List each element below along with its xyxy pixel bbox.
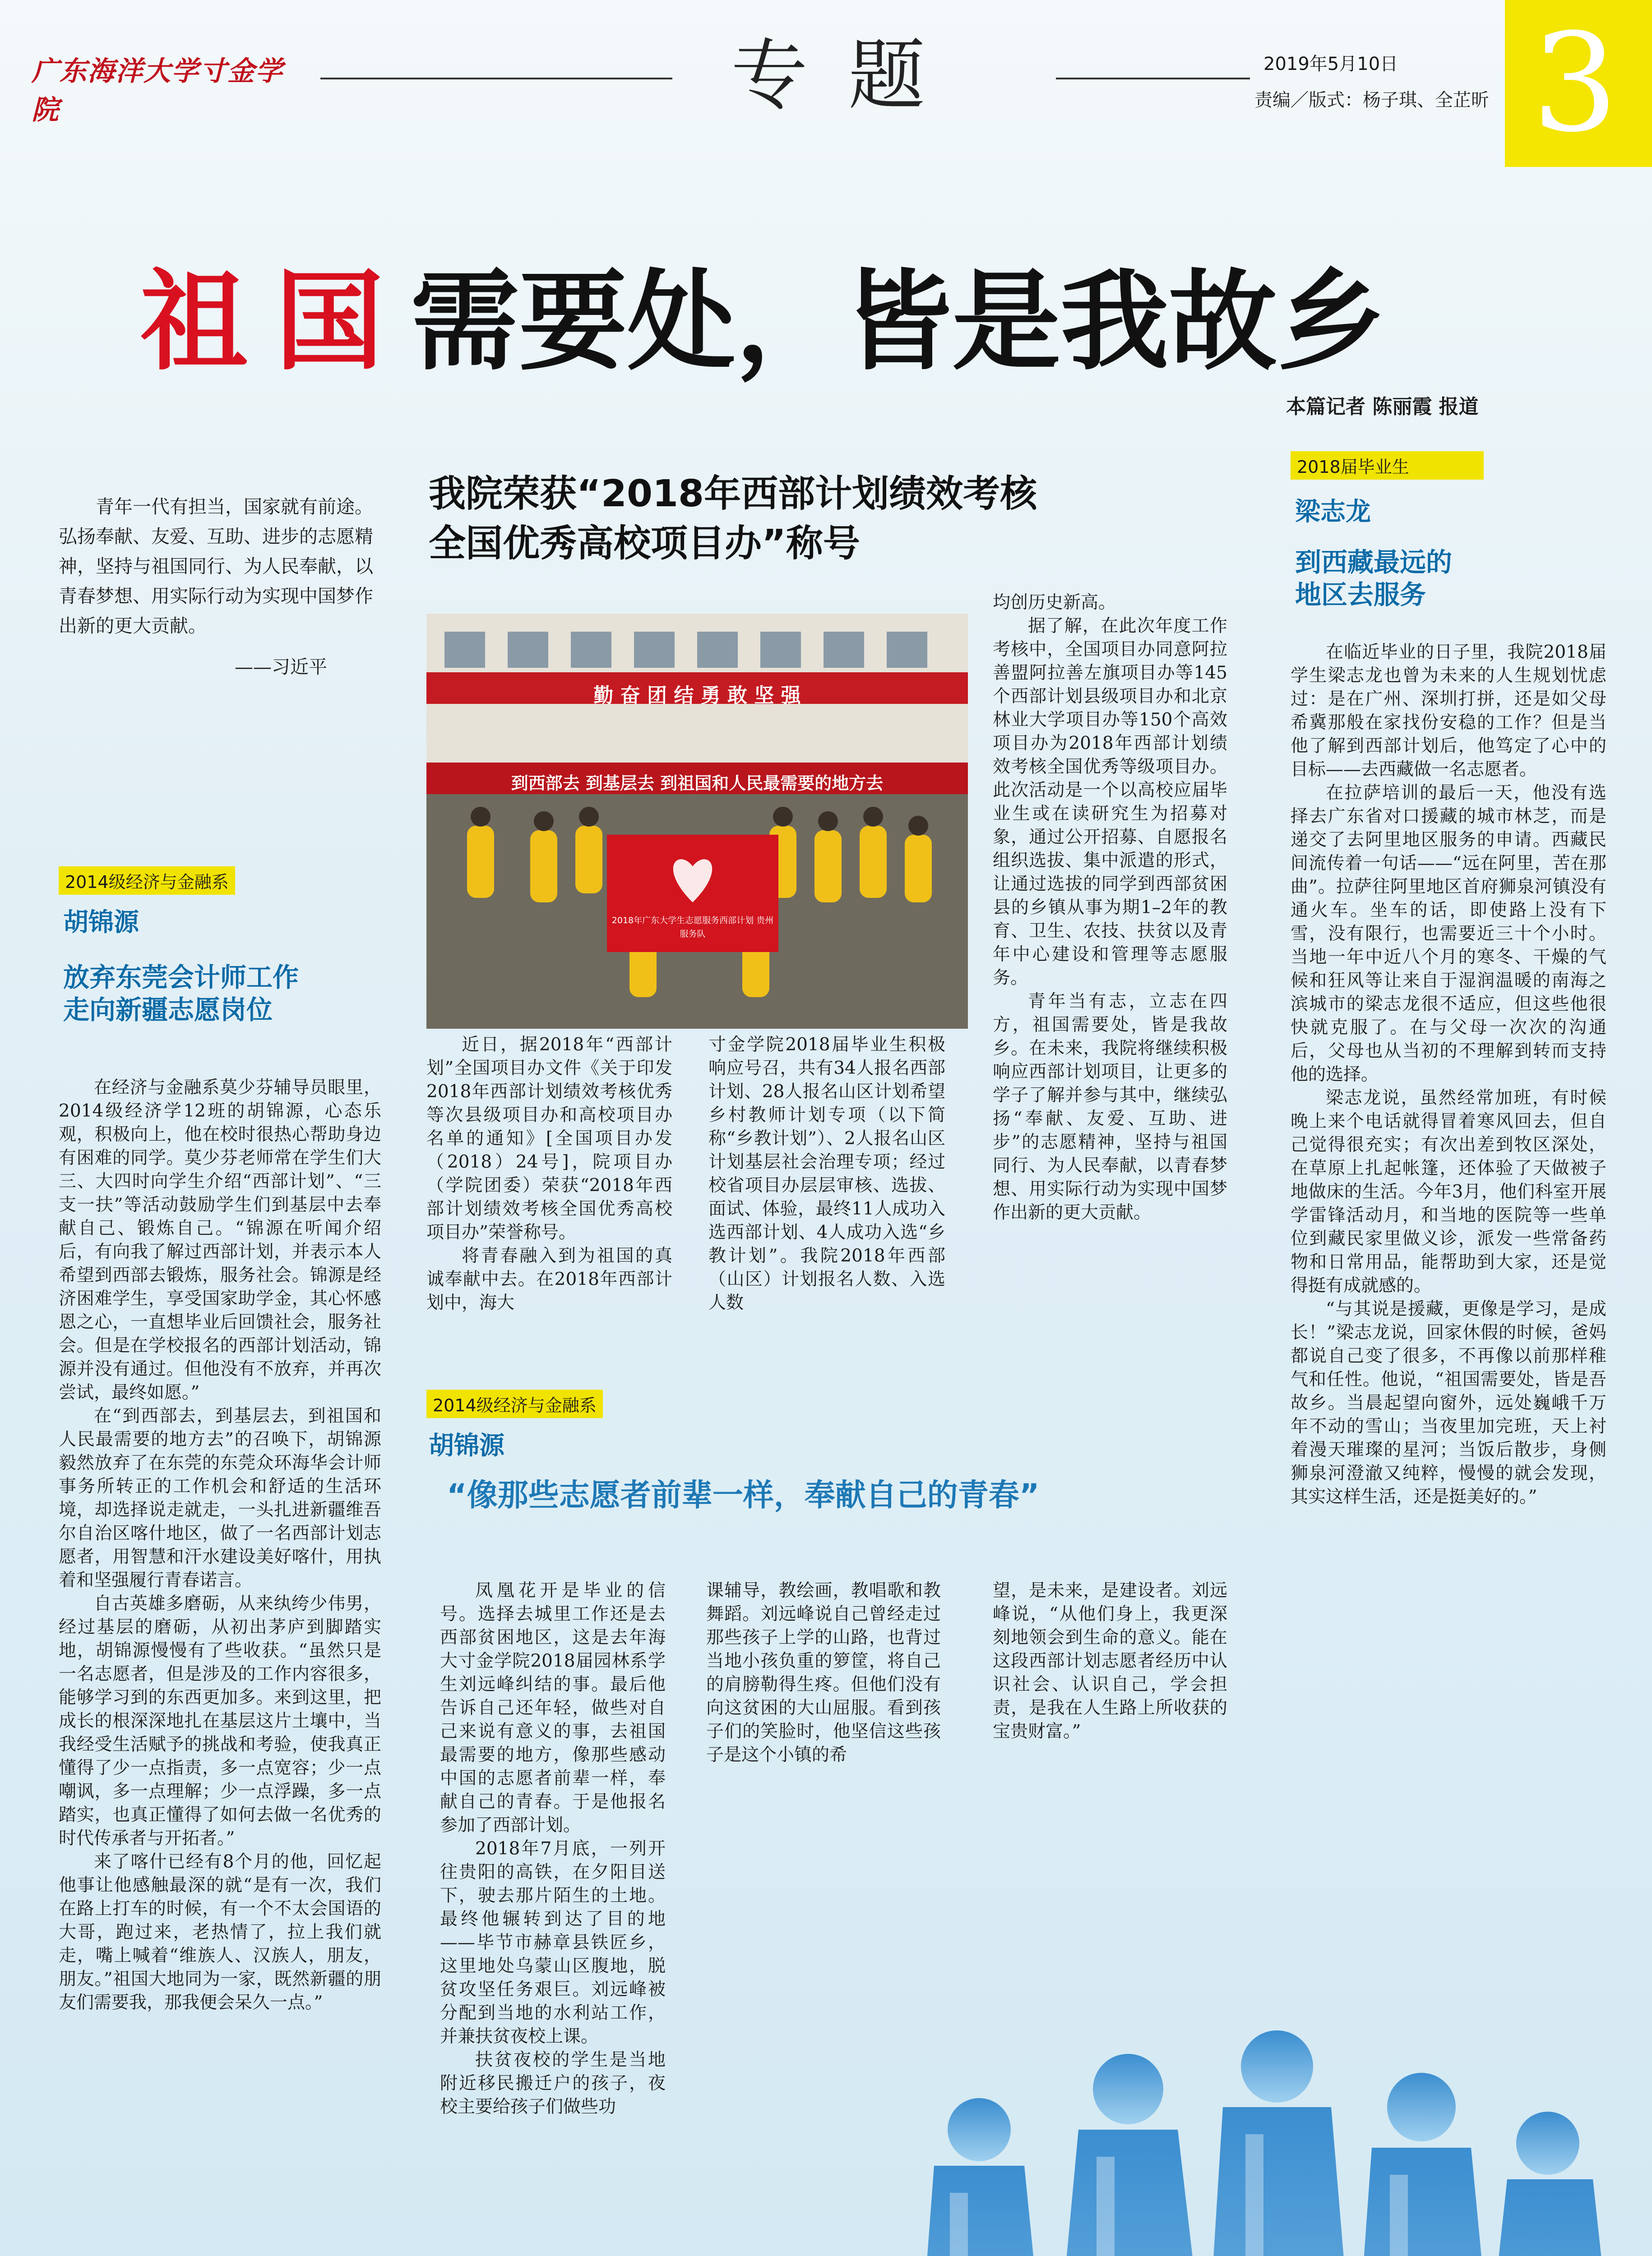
right-profile-subtitle [1295,546,1452,611]
right-profile-name: 梁志龙 [1295,497,1371,527]
center-profile-col-2 [706,1579,941,1767]
right-paragraph: 在拉萨培训的最后一天，他没有选择去广东省对口援藏的城市林芝，而是递交了去阿里地区服务的申请。西藏民间流传着一句话——“远在阿里，苦在那曲”。拉萨往阿里地区首府狮泉河镇没有通火车。坐车的话，即使路上没有下雪，没有限行，也需要近三十个小时。当地一年中近八个月的寒冬、干燥的气候和狂风等让来自于湿润温暖的南海之滨城市的梁志龙很不适应，但这些他很快就克服了。在与父母一次次的沟通后，父母也从当初的不理解到转而支持他的选择。 [1291,783,1606,1085]
article-col-2 [708,1033,945,1315]
article-paragraph: 将青春融入到为祖国的真诚奉献中去。在2018年西部计划中，海大 [426,1246,672,1313]
left-profile-name: 胡锦源 [63,907,139,937]
center-profile-col-1 [440,1579,666,2119]
left-paragraph: 来了喀什已经有8个月的他，回忆起他事让他感触最深的就“是有一次，我们在路上打车的时候，有一个不太会国语的大哥，跑过来，老热情了，拉上我们就走，嘴上喊着“维族人、汉族人，朋友，朋友。”祖国大地同为一家，既然新疆的朋友们需要我，那我便会呆久一点。” [59,1852,381,2013]
article-title [429,469,1218,569]
group-photo-illustration [426,614,968,1029]
group-photo [426,614,968,1029]
newspaper-logo: 广东海洋大学寸金学院 [32,55,283,126]
headline-black: 需要处，皆是我故乡 [411,259,1386,385]
right-subtitle-line-1: 到西藏最远的 [1295,547,1453,578]
center-profile-col-3 [993,1579,1227,1743]
article-col-1 [426,1033,672,1315]
main-headline [140,235,1385,390]
article-paragraph: 据了解，在此次年度工作考核中，全国项目办同意阿拉善盟阿拉善左旗项目办等145个西部计划县级项目办和北京林业大学项目办等150个高效项目办为2018年西部计划绩效考核全国优秀等级项目办。此次活动是一个以高校应届毕业生或在读研究生为招募对象，通过公开招募、自愿报名组织选拔、集中派遣的形式，让通过选拔的同学到西部贫困县的乡镇从事为期1–2年的教育、卫生、农技、扶贫以及青年中心建设和管理等志愿服务。 [993,616,1227,988]
left-paragraph: 在“到西部去，到基层去，到祖国和人民最需要的地方去”的召唤下，胡锦源毅然放弃了在东莞的东莞众环海华会计师事务所转正的工作机会和舒适的生活环境，却选择说走就走，一头扎进新疆维吾尔自治区喀什地区，做了一名西部计划志愿者，用智慧和汗水建设美好喀什，用执着和坚强履行青春诺言。 [59,1406,381,1590]
quote-attribution: ——习近平 [235,656,327,678]
article-paragraph: 均创历史新高。 [993,592,1116,613]
left-profile-subtitle [63,961,299,1026]
editor-credit: 责编／版式：杨子琪、全芷昕 [1254,90,1489,111]
article-title-line-2: 全国优秀高校项目办”称号 [429,522,860,565]
walking-youth-illustration [745,1940,1652,2256]
photo-banner: 到西部去 到基层去 到祖国和人民最需要的地方去 [511,773,884,793]
section-title: 专题 [731,31,966,120]
right-paragraph: “与其说是援藏，更像是学习，是成长！”梁志龙说，回家休假的时候，爸妈都说自己变了很多，不再像以前那样稚气和任性。他说，“祖国需要处，皆是吾故乡。当晨起望向窗外，远处巍峨千万年不动的雪山；当夜里加完班，天上衬着漫天璀璨的星河；当饭后散步，身侧狮泉河澄澈又纯粹，慢慢的就会发现，其实这样生活，还是挺美好的。” [1291,1299,1606,1507]
center-profile-name: 胡锦源 [429,1431,504,1461]
article-title-line-1: 我院荣获“2018年西部计划绩效考核 [429,472,1037,515]
right-profile-tag: 2018届毕业生 [1291,451,1484,480]
page-number: 3 [1532,5,1618,162]
profile-paragraph: 望，是未来，是建设者。刘远峰说，“从他们身上，我更深刻地领会到生命的意义。能在这段西部计划志愿者经历中认识社会、认识自己，学会担责，是我在人生路上所收获的宝贵财富。” [993,1581,1227,1742]
center-profile-tag: 2014级经济与金融系 [426,1390,603,1418]
article-paragraph: 寸金学院2018届毕业生积极响应号召，共有34人报名西部计划、28人报名山区计划希望乡村教师计划专项（以下简称“乡教计划”）、2人报名山区计划基层社会治理专项；经过校省项目办层层审核、选拔、面试、体验，最终11人成功入选西部计划、4人成功入选“乡教计划”。我院2018年西部（山区）计划报名人数、入选人数 [708,1035,945,1313]
header-rule-right [1056,78,1250,79]
left-paragraph: 在经济与金融系莫少芬辅导员眼里，2014级经济学12班的胡锦源，心态乐观，积极向上，他在校时很热心帮助身边有困难的同学。莫少芬老师常在学生们大三、大四时向学生介绍“西部计划”、“三支一扶”等活动鼓励学生们到基层中去奉献自己、锻炼自己。“锦源在听闻介绍后，有向我了解过西部计划，并表示本人希望到西部去锻炼，服务社会。锦源是经济困难学生，享受国家助学金，其心怀感恩之心，一直想毕业后回馈社会，服务社会。但是在学校报名的西部计划活动，锦源并没有通过。但他没有不放弃，并再次尝试，最终如愿。” [59,1077,381,1403]
profile-paragraph: 2018年7月底，一列开往贵阳的高铁，在夕阳目送下，驶去那片陌生的土地。最终他辗转到达了目的地——毕节市赫章县铁匠乡，这里地处乌蒙山区腹地，脱贫攻坚任务艰巨。刘远峰被分配到当地的水利站工作，并兼扶贫夜校上课。 [440,1839,666,2047]
profile-paragraph: 课辅导，教绘画，教唱歌和教舞蹈。刘远峰说自己曾经走过那些孩子上学的山路，也背过当地小孩负重的箩筐，将自己的肩膀勒得生疼。但他们没有向这贫困的大山屈服。看到孩子们的笑脸时，他坚信这些孩子是这个小镇的希 [706,1581,941,1765]
header-rule-left [320,78,672,79]
xi-quote: 青年一代有担当，国家就有前途。弘扬奉献、友爱、互助、进步的志愿精神，坚持与祖国同行、为人民奉献，以青春梦想、用实际行动为实现中国梦作出新的更大贡献。 [59,496,373,637]
byline: 本篇记者 陈丽霞 报道 [1286,395,1479,418]
article-paragraph: 近日，据2018年“西部计划”全国项目办文件《关于印发2018年西部计划绩效考核优秀等次县级项目办和高校项目办名单的通知》[全国项目办发（2018）24号]，院项目办（学院团委）荣获“2018年西部计划绩效考核全国优秀高校项目办”荣誉称号。 [426,1035,672,1243]
profile-paragraph: 凤凰花开是毕业的信号。选择去城里工作还是去西部贫困地区，这是去年海大寸金学院2018届园林系学生刘远峰纠结的事。最后他告诉自己还年轻，做些对自己来说有意义的事，去祖国最需要的地方，像那些感动中国的志愿者前辈一样，奉献自己的青春。于是他报名参加了西部计划。 [440,1581,666,1835]
right-profile-body [1291,641,1606,1509]
profile-paragraph: 扶贫夜校的学生是当地附近移民搬迁户的孩子，夜校主要给孩子们做些功 [440,2050,666,2117]
right-paragraph: 在临近毕业的日子里，我院2018届学生梁志龙也曾为未来的人生规划忧虑过：是在广州、深圳打拼，还是如父母希冀那般在家找份安稳的工作？但是当他了解到西部计划后，他笃定了心中的目标——去西藏做一名志愿者。 [1291,642,1606,780]
left-subtitle-line-2: 走向新疆志愿岗位 [63,994,273,1025]
page-number-block [1505,0,1652,167]
issue-date: 2019年5月10日 [1263,54,1398,74]
article-paragraph: 青年当有志，立志在四方，祖国需要处，皆是我故乡。在未来，我院将继续积极响应西部计划项目，让更多的学子了解并参与其中，继续弘扬“奉献、友爱、互助、进步”的志愿精神，坚持与祖国同行、为人民奉献，以青春梦想、用实际行动为实现中国梦作出新的更大贡献。 [993,991,1227,1223]
article-col-3 [993,591,1227,1225]
headline-red: 祖国 [140,258,411,385]
photo-flag: 2018年广东大学生志愿服务西部计划 贵州服务队 [611,915,774,939]
left-paragraph: 自古英雄多磨砺，从来纨绔少伟男，经过基层的磨砺，从初出茅庐到脚踏实地，胡锦源慢慢有了些收获。“虽然只是一名志愿者，但是涉及的工作内容很多，能够学习到的东西更加多。来到这里，把成长的根深深地扎在基层这片土壤中，当我经受生活赋予的挑战和考验，使我真正懂得了少一点指责，多一点宽容；少一点嘲讽，多一点理解；少一点浮躁，多一点踏实，也真正懂得了如何去做一名优秀的时代传承者与开拓者。” [59,1594,381,1849]
left-subtitle-line-1: 放弃东莞会计师工作 [63,962,299,993]
left-profile-tag: 2014级经济与金融系 [59,866,235,895]
right-subtitle-line-2: 地区去服务 [1295,579,1426,610]
left-profile-body [59,1076,381,2015]
right-paragraph: 梁志龙说，虽然经常加班，有时候晚上来个电话就得冒着寒风回去，但自己觉得很充实；有次出差到牧区深处，在草原上扎起帐篷，还体验了天做被子地做床的生活。今年3月，他们科室开展学雷锋活动月，和当地的医院等一些单位到藏民家里做义诊，派发一些常备药物和日常用品，能帮助到大家，还是觉得挺有成就感的。 [1291,1088,1606,1296]
photo-building-sign: 勤 奋 团 结 勇 敢 坚 强 [593,684,801,707]
center-profile-quote: “像那些志愿者前辈一样，奉献自己的青春” [447,1478,1040,1513]
